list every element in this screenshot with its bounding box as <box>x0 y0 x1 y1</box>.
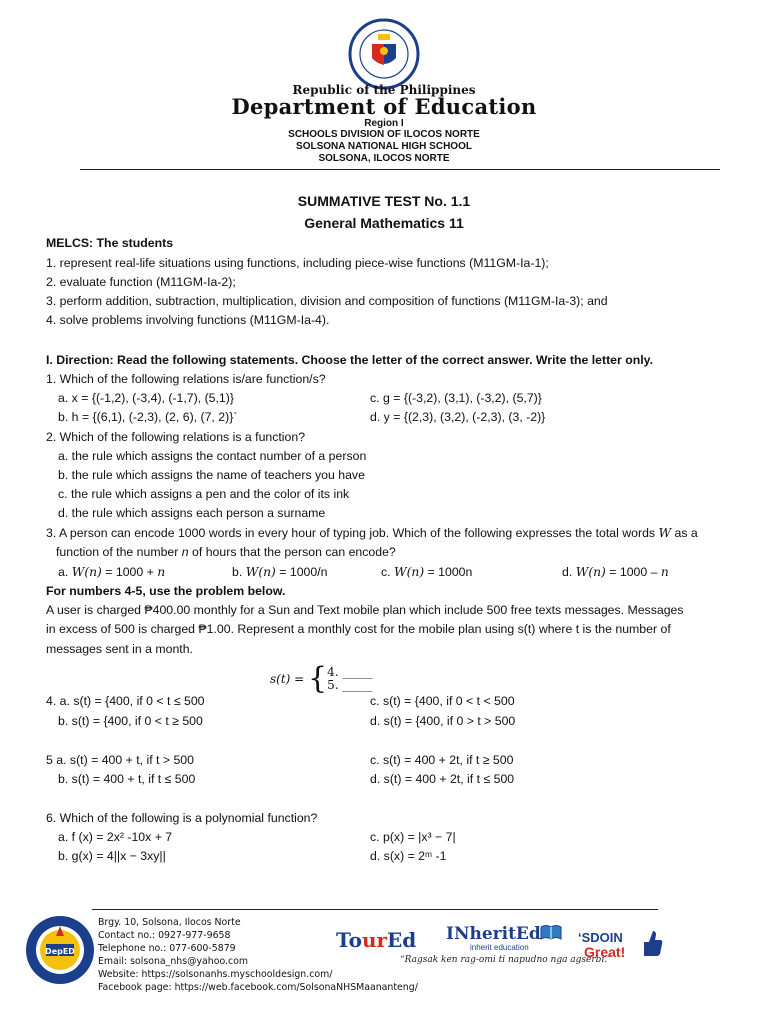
q4-choice-c: c. s(t) = {400, if 0 < t < 500 <box>370 694 515 708</box>
piecewise-blank-5: 5. _____ <box>327 678 373 692</box>
q3-line2-post: of hours that the person can encode? <box>188 545 396 559</box>
piecewise-lhs: s(t) = <box>270 672 309 686</box>
q3-line2-pre: function of the number <box>56 545 182 559</box>
q4-choice-b: b. s(t) = {400, if 0 < t ≥ 500 <box>58 714 203 728</box>
footer-divider <box>92 909 658 910</box>
school-logo <box>24 914 96 986</box>
footer-facebook: Facebook page: https://web.facebook.com/SolsonaNHSMaananteng/ <box>98 982 418 993</box>
q3-stem-pre: 3. A person can encode 1000 words in every hour of typing job. Which of the following expresses the total words <box>46 526 659 540</box>
q2-stem: 2. Which of the following relations is a function? <box>46 430 306 444</box>
q2-choice-d: d. the rule which assigns each person a surname <box>58 506 326 520</box>
q3-choice-c <box>381 565 472 579</box>
q2-choice-c: c. the rule which assigns a pen and the color of its ink <box>58 487 350 501</box>
melc-item-3: 3. perform addition, subtraction, multiplication, division and composition of functions (M11GM-Ia-3); and <box>46 294 608 308</box>
q3-stem-line1 <box>46 526 698 540</box>
footer-website: Website: https://solsonanhs.myschooldesign.com/ <box>98 969 333 980</box>
q5-choice-d: d. s(t) = 400 + 2t, if t ≤ 500 <box>370 772 515 786</box>
melcs-heading: MELCS: The students <box>46 236 174 250</box>
q3-c-rest: = 1000n <box>424 565 473 579</box>
melc-item-1: 1. represent real-life situations using functions, including piece-wise functions (M11GM-Ia-1); <box>46 256 549 270</box>
q2-choice-b: b. the rule which assigns the name of teachers you have <box>58 468 365 482</box>
footer-email: Email: solsona_nhs@yahoo.com <box>98 956 249 967</box>
header-divider <box>80 169 720 170</box>
q3-choice-a <box>58 565 165 579</box>
q3-c-math: W(n) <box>393 565 425 579</box>
sdoin-great-text: Great! <box>584 944 626 960</box>
region-label: Region I <box>364 118 404 129</box>
q1-stem: 1. Which of the following relations is/are function/s? <box>46 372 326 386</box>
q6-choice-c: c. p(x) = |x³ − 7| <box>370 830 456 844</box>
problem-line-2: in excess of 500 is charged ₱1.00. Represent a monthly cost for the mobile plan using s(t) where t is the number of <box>46 622 671 636</box>
q4-choice-a: 4. a. s(t) = {400, if 0 < t ≤ 500 <box>46 694 205 708</box>
q3-stem-line2 <box>56 545 396 559</box>
q4-choice-d: d. s(t) = {400, if 0 > t > 500 <box>370 714 516 728</box>
test-title: SUMMATIVE TEST No. 1.1 <box>297 193 471 209</box>
division-label: SCHOOLS DIVISION OF ILOCOS NORTE <box>288 129 480 140</box>
footer-telephone: Telephone no.: 077-600-5879 <box>98 943 236 954</box>
footer-tagline: “Ragsak ken rag-omi ti napudno nga agserbi.” <box>400 955 612 965</box>
q3-a-n: n <box>157 565 166 579</box>
toured-part-2: ur <box>361 928 388 952</box>
q2-choice-a: a. the rule which assigns the contact number of a person <box>58 449 367 463</box>
inherited-logo: INheritEd <box>446 924 541 944</box>
school-name: SOLSONA NATIONAL HIGH SCHOOL <box>296 141 472 152</box>
deped-seal-logo <box>348 18 420 90</box>
q3-b-math: W(n) <box>245 565 276 579</box>
q5-choice-c: c. s(t) = 400 + 2t, if t ≥ 500 <box>370 753 514 767</box>
q6-choice-b: b. g(x) = 4||x − 3xy|| <box>58 849 166 863</box>
q3-stem-post: as a <box>671 526 698 540</box>
q3-c-label: c. <box>381 565 394 579</box>
thumbs-up-icon <box>640 928 664 958</box>
q6-stem: 6. Which of the following is a polynomial function? <box>46 811 318 825</box>
direction-text: I. Direction: Read the following statements. Choose the letter of the correct answer. Write the letter only. <box>46 353 653 367</box>
q6-choice-d: d. s(x) = 2ᵐ -1 <box>370 849 447 863</box>
q5-choice-b: b. s(t) = 400 + t, if t ≤ 500 <box>58 772 196 786</box>
problem-line-1: A user is charged ₱400.00 monthly for a Sun and Text mobile plan which include 500 free texts messages. Messages <box>46 603 684 617</box>
q3-a-label: a. <box>58 565 72 579</box>
footer-contact: Contact no.: 0927-977-9658 <box>98 930 231 941</box>
q1-choice-b: b. h = {(6,1), (-2,3), (2, 6), (7, 2)}` <box>58 410 238 424</box>
sdoin-logo-text: ‘SDOIN <box>578 930 623 945</box>
department-title: Department of Education <box>231 94 537 119</box>
footer-address: Brgy. 10, Solsona, Ilocos Norte <box>98 917 241 928</box>
toured-part-1: To <box>336 928 362 952</box>
q1-choice-d: d. y = {(2,3), (3,2), (-2,3), (3, -2)} <box>370 410 546 424</box>
q1-choice-a: a. x = {(-1,2), (-3,4), (-1,7), (5,1)} <box>58 391 234 405</box>
piecewise-definition <box>270 661 373 696</box>
q3-d-rest: = 1000 – <box>605 565 661 579</box>
q3-var-n: n <box>181 545 189 559</box>
numbers45-heading: For numbers 4-5, use the problem below. <box>46 584 286 598</box>
toured-logo <box>336 928 416 952</box>
q1-choice-c: c. g = {(-3,2), (3,1), (-3,2), (5,7)} <box>370 391 542 405</box>
melc-item-2: 2. evaluate function (M11GM-Ia-2); <box>46 275 236 289</box>
q3-var-w: W <box>658 526 672 540</box>
melc-item-4: 4. solve problems involving functions (M11GM-Ia-4). <box>46 313 330 327</box>
q3-d-n: n <box>660 565 669 579</box>
q5-choice-a: 5 a. s(t) = 400 + t, if t > 500 <box>46 753 194 767</box>
school-logo-center-text: DepED <box>45 947 75 956</box>
q3-b-label: b. <box>232 565 246 579</box>
q3-b-rest: = 1000/n <box>275 565 328 579</box>
inherited-subtitle: inherit education <box>470 943 529 952</box>
q3-a-rest: = 1000 + <box>101 565 158 579</box>
q3-choice-d <box>562 565 669 579</box>
book-icon <box>540 924 562 940</box>
test-subject: General Mathematics 11 <box>304 215 464 231</box>
problem-line-3: messages sent in a month. <box>46 642 193 656</box>
q3-a-math: W(n) <box>71 565 102 579</box>
republic-label: Republic of the Philippines <box>292 83 476 97</box>
q6-choice-a: a. f (x) = 2x² -10x + 7 <box>58 830 173 844</box>
q3-d-math: W(n) <box>575 565 606 579</box>
toured-part-3: Ed <box>387 928 417 952</box>
piecewise-brace: { <box>308 661 328 696</box>
q3-choice-b <box>232 565 327 579</box>
school-address: SOLSONA, ILOCOS NORTE <box>318 153 450 164</box>
q3-d-label: d. <box>562 565 576 579</box>
piecewise-blank-4: 4. _____ <box>327 665 373 679</box>
